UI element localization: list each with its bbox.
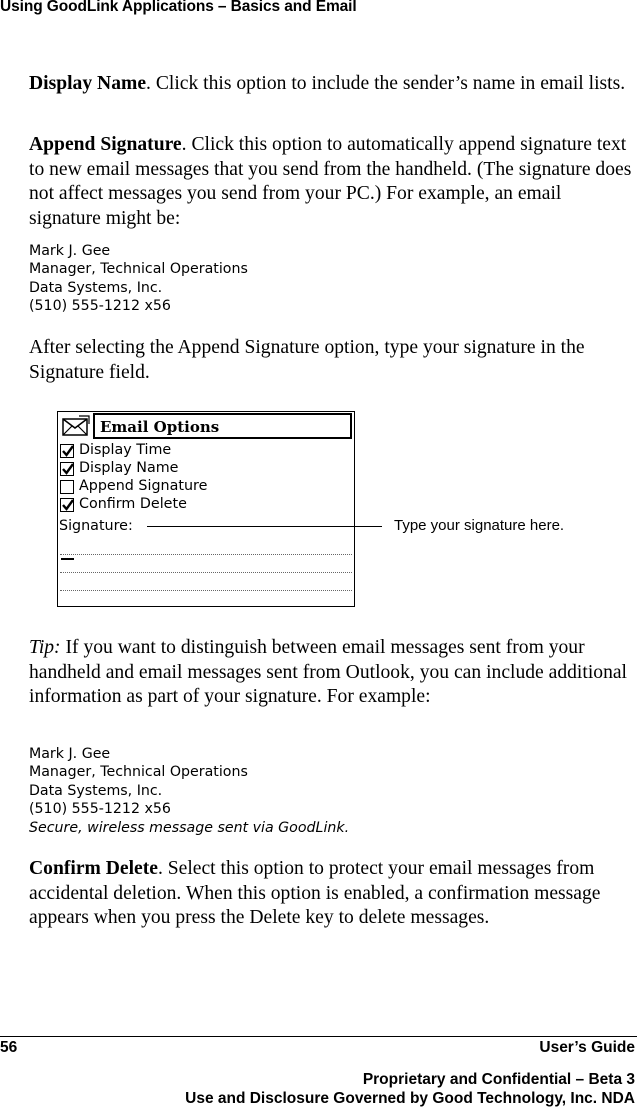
signature-input-line[interactable] bbox=[60, 554, 352, 555]
footer-confidential: Proprietary and Confidential – Beta 3 bbox=[362, 1071, 635, 1088]
append-signature-term: Append Signature bbox=[29, 134, 182, 155]
confirm-delete-text: . Select this option to protect your email messages from accidental deletion. When this option is enabled, a confirmation message appears when you press the Delete key to delete messages. bbox=[29, 858, 601, 929]
checkbox-checked-icon[interactable] bbox=[60, 498, 74, 512]
display-name-paragraph bbox=[29, 72, 633, 97]
checkbox-checked-icon[interactable] bbox=[60, 444, 74, 458]
dialog-title-bar bbox=[93, 413, 352, 439]
signature-example-2 bbox=[29, 745, 349, 837]
display-name-text: . Click this option to include the sender’s name in email lists. bbox=[146, 73, 626, 94]
checkbox-checked-icon[interactable] bbox=[60, 462, 74, 476]
callout-text: Type your signature here. bbox=[394, 517, 565, 534]
confirm-delete-paragraph bbox=[29, 857, 633, 931]
envelope-icon bbox=[61, 414, 91, 442]
signature-input-line[interactable] bbox=[60, 572, 352, 573]
option-label: Append Signature bbox=[79, 478, 208, 494]
signature-example-1 bbox=[29, 242, 248, 316]
confirm-delete-term: Confirm Delete bbox=[29, 858, 158, 879]
option-label: Display Time bbox=[79, 442, 172, 458]
page-number: 56 bbox=[0, 1039, 18, 1056]
email-options-dialog bbox=[57, 411, 355, 607]
example-line: Manager, Technical Operations bbox=[29, 764, 248, 781]
footer-disclosure: Use and Disclosure Governed by Good Technology, Inc. NDA bbox=[185, 1090, 635, 1107]
display-name-term: Display Name bbox=[29, 73, 147, 94]
tip-paragraph bbox=[29, 636, 633, 710]
running-header: Using GoodLink Applications – Basics and Email bbox=[0, 0, 357, 15]
dialog-title: Email Options bbox=[100, 418, 220, 436]
example-line: (510) 555-1212 x56 bbox=[29, 801, 171, 818]
example-line: (510) 555-1212 x56 bbox=[29, 298, 171, 315]
callout-leader-line bbox=[147, 526, 382, 527]
checkbox-unchecked-icon[interactable] bbox=[60, 480, 74, 494]
example-line: Data Systems, Inc. bbox=[29, 782, 163, 799]
example-line: Mark J. Gee bbox=[29, 243, 111, 259]
option-label: Display Name bbox=[79, 460, 179, 476]
tip-label: Tip: bbox=[29, 637, 61, 658]
text-cursor bbox=[61, 558, 74, 560]
signature-input-line[interactable] bbox=[60, 590, 352, 591]
example-italic-line: Secure, wireless message sent via GoodLink. bbox=[29, 819, 350, 836]
append-signature-paragraph bbox=[29, 133, 633, 232]
append-signature-text: . Click this option to automatically append signature text to new email messages that you send from the handheld. (The signature does not affect messages you send from your PC.) For example, an email signature might be: bbox=[29, 134, 632, 230]
footer-rule bbox=[0, 1036, 637, 1037]
example-line: Mark J. Gee bbox=[29, 746, 111, 762]
footer-guide-title: User’s Guide bbox=[539, 1039, 635, 1056]
example-line: Data Systems, Inc. bbox=[29, 279, 163, 296]
example-line: Manager, Technical Operations bbox=[29, 261, 248, 278]
after-selecting-paragraph: After selecting the Append Signature option, type your signature in the Signature field. bbox=[29, 337, 585, 383]
signature-label: Signature: bbox=[59, 518, 133, 534]
tip-text: If you want to distinguish between email messages sent from your handheld and email messages sent from Outlook, you can include additional information as part of your signature. For example: bbox=[29, 637, 628, 708]
option-label: Confirm Delete bbox=[79, 496, 187, 512]
